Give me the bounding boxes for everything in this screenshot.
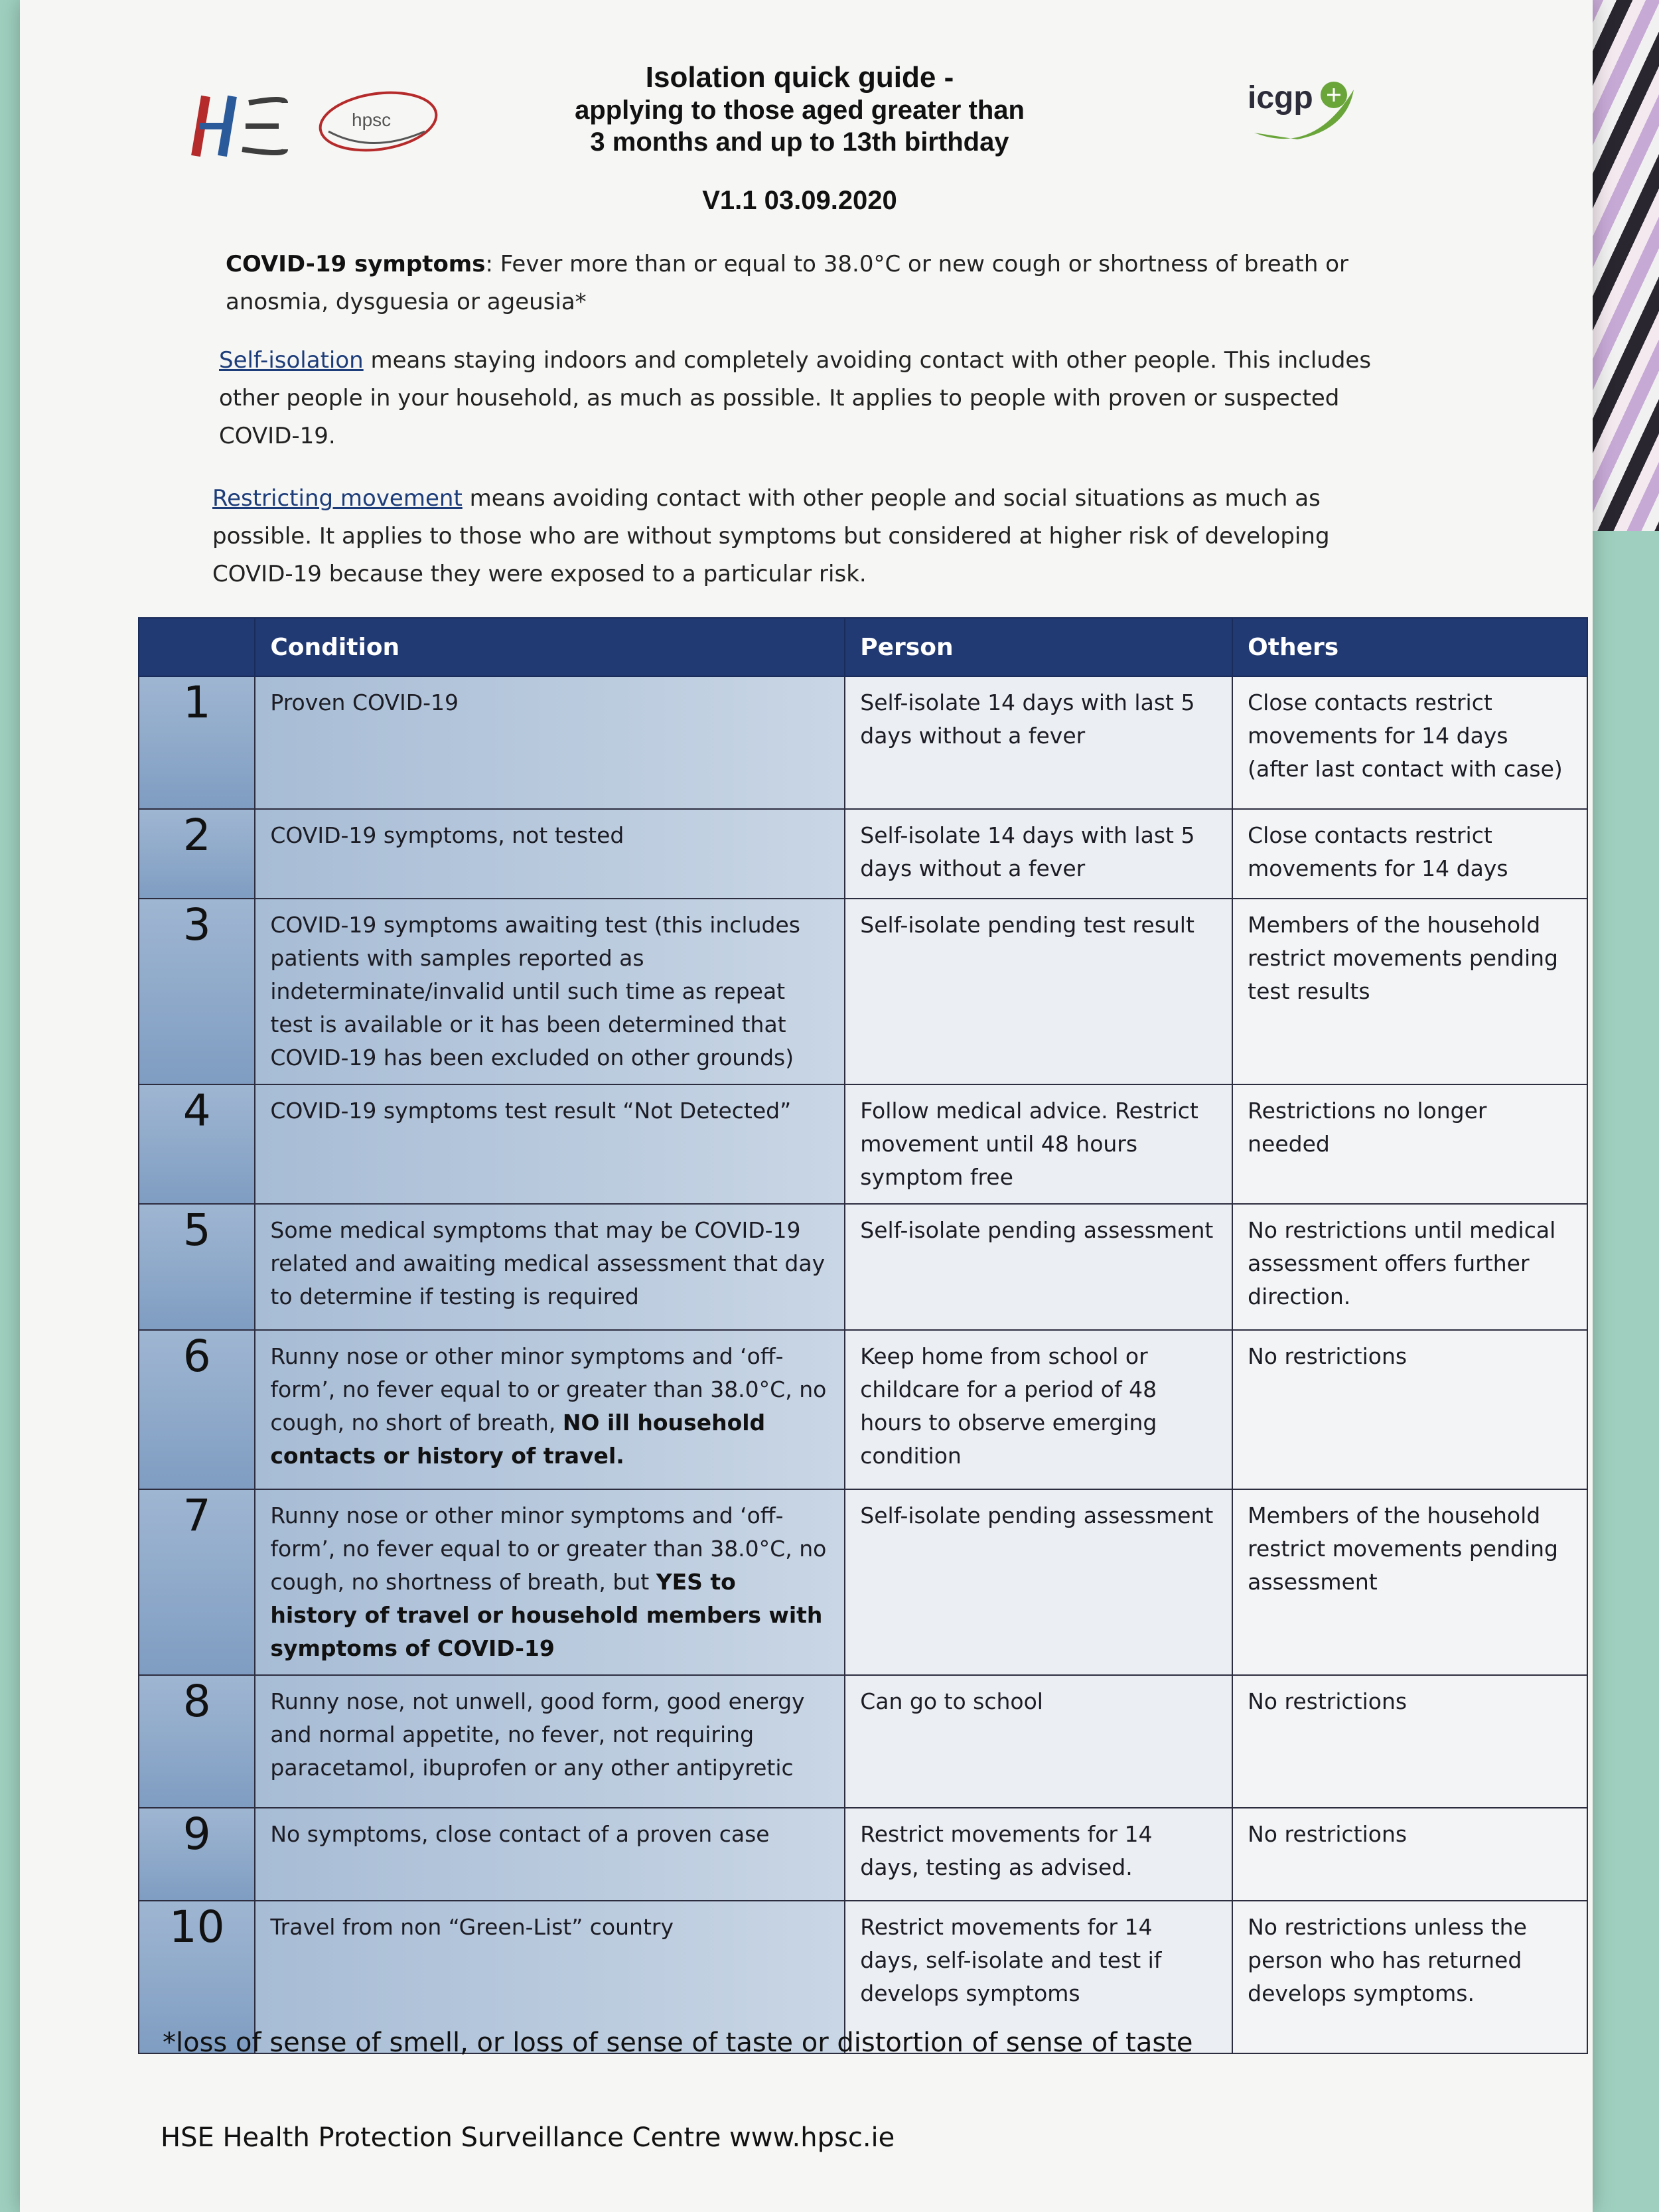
- row-condition: [255, 1489, 845, 1675]
- row-others: No restrictions until medical assessment offers further direction.: [1232, 1204, 1587, 1330]
- row-others: Restrictions no longer needed: [1232, 1084, 1587, 1204]
- row-condition-bold: YES to history of travel or household members with symptoms of COVID-19: [270, 1569, 823, 1661]
- row-number: 3: [139, 899, 255, 1084]
- row-person: Self-isolate pending assessment: [845, 1204, 1232, 1330]
- table-row: [139, 676, 1587, 809]
- row-condition: Runny nose, not unwell, good form, good energy and normal appetite, no fever, not requiring paracetamol, ibuprofen or any other antipyretic: [255, 1675, 845, 1808]
- row-others: Members of the household restrict movements pending assessment: [1232, 1489, 1587, 1675]
- row-number: 4: [139, 1084, 255, 1204]
- hpsc-logo: [312, 85, 445, 158]
- version-label: V1.1 03.09.2020: [702, 186, 897, 215]
- table-row: [139, 899, 1587, 1084]
- title-line-3: 3 months and up to 13th birthday: [590, 127, 1009, 157]
- header-others: Others: [1232, 618, 1587, 676]
- icgp-logo-text: icgp: [1248, 80, 1313, 115]
- row-person: Self-isolate 14 days with last 5 days without a fever: [845, 676, 1232, 809]
- table-row: [139, 1675, 1587, 1808]
- row-others: Close contacts restrict movements for 14 days: [1232, 809, 1587, 899]
- row-number: 8: [139, 1675, 255, 1808]
- header-person: Person: [845, 618, 1232, 676]
- table-row: [139, 1204, 1587, 1330]
- table-header-row: [139, 618, 1587, 676]
- row-person: Can go to school: [845, 1675, 1232, 1808]
- table-row: [139, 1489, 1587, 1675]
- title-line-2: applying to those aged greater than: [575, 96, 1025, 125]
- header-condition: Condition: [255, 618, 845, 676]
- row-others: No restrictions unless the person who has returned develops symptoms.: [1232, 1901, 1587, 2053]
- footnote: *loss of sense of smell, or loss of sense of taste or distortion of sense of taste: [163, 2028, 1193, 2058]
- title-line-1: Isolation quick guide -: [645, 61, 954, 94]
- row-person: Restrict movements for 14 days, self-isolate and test if develops symptoms: [845, 1901, 1232, 2053]
- row-person: Self-isolate 14 days with last 5 days without a fever: [845, 809, 1232, 899]
- row-others: No restrictions: [1232, 1675, 1587, 1808]
- isolation-guide-table: [138, 617, 1588, 2054]
- row-person: Self-isolate pending assessment: [845, 1489, 1232, 1675]
- row-others: Members of the household restrict movements pending test results: [1232, 899, 1587, 1084]
- row-condition: Proven COVID-19: [255, 676, 845, 809]
- table-row: [139, 1808, 1587, 1901]
- row-person: Follow medical advice. Restrict movement until 48 hours symptom free: [845, 1084, 1232, 1204]
- hse-logo: [186, 90, 299, 163]
- symptoms-text: : Fever more than or equal to 38.0°C or new cough or shortness of breath or anosmia, dysguesia or ageusia*: [226, 251, 1348, 315]
- row-condition: COVID-19 symptoms, not tested: [255, 809, 845, 899]
- restricting-movement-label: Restricting movement: [212, 485, 463, 512]
- row-others: Close contacts restrict movements for 14 days (after last contact with case): [1232, 676, 1587, 809]
- restricting-movement-text: means avoiding contact with other people and social situations as much as possible. It applies to those who are without symptoms but considered at higher risk of developing COVID-19 because they were exposed to a particular risk.: [212, 485, 1330, 587]
- symptoms-definition: [226, 246, 1394, 321]
- row-number: 7: [139, 1489, 255, 1675]
- row-person: Keep home from school or childcare for a period of 48 hours to observe emerging condition: [845, 1330, 1232, 1489]
- row-condition: Travel from non “Green-List” country: [255, 1901, 845, 2053]
- row-person: Restrict movements for 14 days, testing as advised.: [845, 1808, 1232, 1901]
- restricting-movement-definition: [212, 480, 1380, 593]
- hpsc-logo-text: hpsc: [352, 110, 392, 130]
- footer-source: HSE Health Protection Surveillance Centre www.hpsc.ie: [161, 2122, 895, 2153]
- row-condition-text: Runny nose or other minor symptoms and ‘off-form’, no fever equal to or greater than 38.0°C, no cough, no short of breath,: [270, 1343, 827, 1436]
- row-number: 9: [139, 1808, 255, 1901]
- table-row: [139, 1084, 1587, 1204]
- document-title: [484, 61, 1115, 158]
- row-condition: [255, 1330, 845, 1489]
- row-number: 6: [139, 1330, 255, 1489]
- document-sheet: [20, 0, 1593, 2212]
- row-number: 5: [139, 1204, 255, 1330]
- symptoms-label: COVID-19 symptoms: [226, 251, 486, 277]
- self-isolation-definition: [219, 342, 1387, 455]
- row-number: 10: [139, 1901, 255, 2053]
- row-condition: COVID-19 symptoms awaiting test (this includes patients with samples reported as indeterminate/invalid until such time as repeat test is available or it has been determined that COVID-19 has been excluded on other grounds): [255, 899, 845, 1084]
- row-others: No restrictions: [1232, 1330, 1587, 1489]
- row-condition: No symptoms, close contact of a proven case: [255, 1808, 845, 1901]
- header-num: [139, 618, 255, 676]
- icgp-logo: [1234, 70, 1367, 149]
- row-condition: COVID-19 symptoms test result “Not Detected”: [255, 1084, 845, 1204]
- row-condition: Some medical symptoms that may be COVID-19 related and awaiting medical assessment that day to determine if testing is required: [255, 1204, 845, 1330]
- row-condition-bold: NO ill household contacts or history of travel.: [270, 1410, 766, 1469]
- self-isolation-text: means staying indoors and completely avoiding contact with other people. This includes other people in your household, as much as possible. It applies to people with proven or suspected COVID-19.: [219, 347, 1372, 449]
- self-isolation-label: Self-isolation: [219, 347, 364, 374]
- row-others: No restrictions: [1232, 1808, 1587, 1901]
- table-row: [139, 1330, 1587, 1489]
- row-person: Self-isolate pending test result: [845, 899, 1232, 1084]
- row-number: 1: [139, 676, 255, 809]
- row-number: 2: [139, 809, 255, 899]
- table-row: [139, 809, 1587, 899]
- row-condition-text: Runny nose or other minor symptoms and ‘off-form’, no fever equal to or greater than 38.0°C, no cough, no shortness of breath, but: [270, 1503, 827, 1595]
